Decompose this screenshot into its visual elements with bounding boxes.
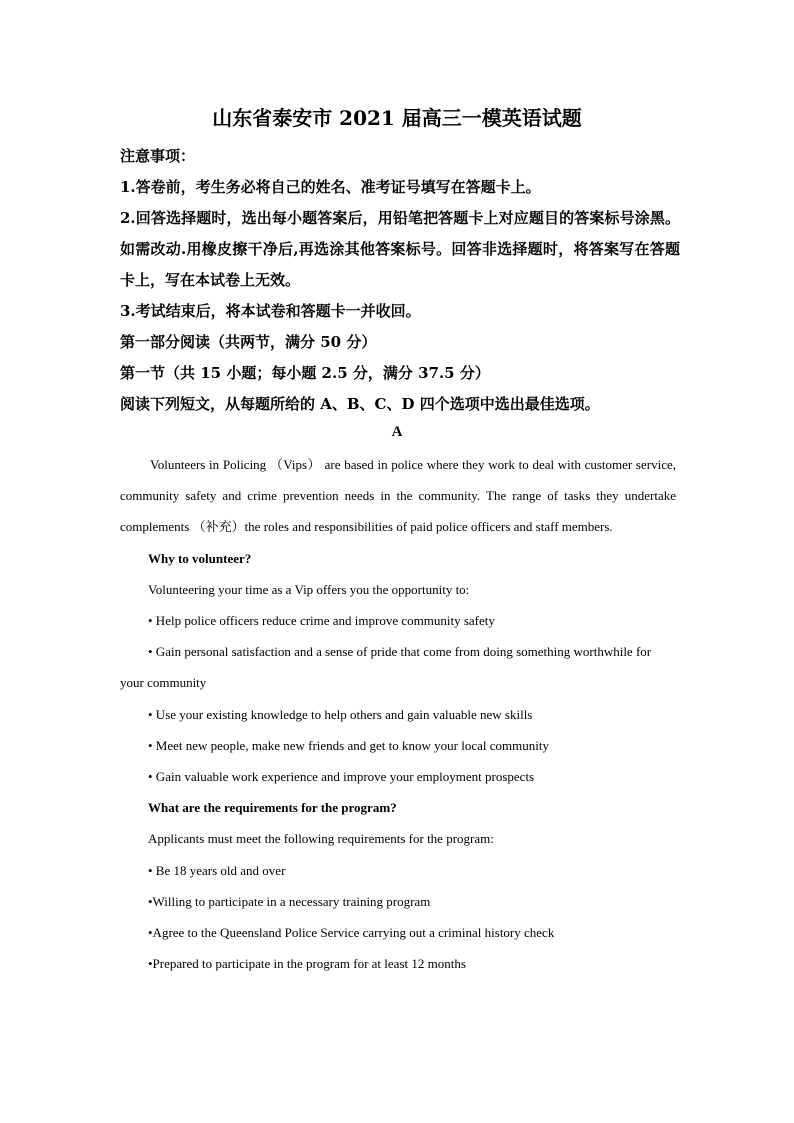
reading-instruction: 阅读下列短文，从每题所给的 A、B、C、D 四个选项中选出最佳选项。 xyxy=(120,395,600,413)
notice-item-2: 2.回答选择题时，选出每小题答案后，用铅笔把答题卡上对应题目的答案标号涂黑。如需改动.用橡皮擦干净后,再选涂其他答案标号。回答非选择题时，将答案写在答题卡上，写在本试卷上无效。 xyxy=(120,209,680,289)
why-volunteer-intro: Volunteering your time as a Vip offers you the opportunity to: xyxy=(148,581,470,597)
part-1-heading: 第一部分阅读（共两节，满分 50 分） xyxy=(120,333,377,351)
list-item: • Help police officers reduce crime and improve community safety xyxy=(148,613,495,629)
passage-body xyxy=(120,449,676,979)
list-item: • Be 18 years old and over xyxy=(148,862,286,878)
why-volunteer-heading: Why to volunteer? xyxy=(148,550,252,566)
section-1-heading: 第一节（共 15 小题；每小题 2.5 分，满分 37.5 分） xyxy=(120,364,490,382)
list-item: •Agree to the Queensland Police Service carrying out a criminal history check xyxy=(148,925,555,941)
notice-item-1: 1.答卷前，考生务必将自己的姓名、准考证号填写在答题卡上。 xyxy=(120,178,541,196)
list-item: • Gain personal satisfaction and a sense of pride that come from doing something worthwhile for your community xyxy=(120,644,652,691)
list-item: • Use your existing knowledge to help others and gain valuable new skills xyxy=(148,706,533,722)
list-item: • Gain valuable work experience and improve your employment prospects xyxy=(148,769,535,785)
requirements-intro: Applicants must meet the following requirements for the program: xyxy=(148,831,494,847)
list-item: •Prepared to participate in the program for at least 12 months xyxy=(148,956,466,972)
passage-intro: Volunteers in Policing （Vips） are based in police where they work to deal with customer service, community safety and crime prevention needs in the community. The range of tasks they undertake complements （补充）the roles and responsibilities of paid police officers and staff members. xyxy=(120,457,676,535)
requirements-heading: What are the requirements for the program? xyxy=(148,800,397,816)
page-title: 山东省泰安市 2021 届高三一模英语试题 xyxy=(212,106,582,130)
passage-label: A xyxy=(391,424,403,440)
notice-item-3: 3.考试结束后，将本试卷和答题卡一并收回。 xyxy=(120,302,421,320)
notice-heading: 注意事项： xyxy=(120,147,196,165)
list-item: •Willing to participate in a necessary training program xyxy=(148,893,431,909)
list-item: • Meet new people, make new friends and get to know your local community xyxy=(148,737,549,753)
notice-block xyxy=(120,141,680,420)
